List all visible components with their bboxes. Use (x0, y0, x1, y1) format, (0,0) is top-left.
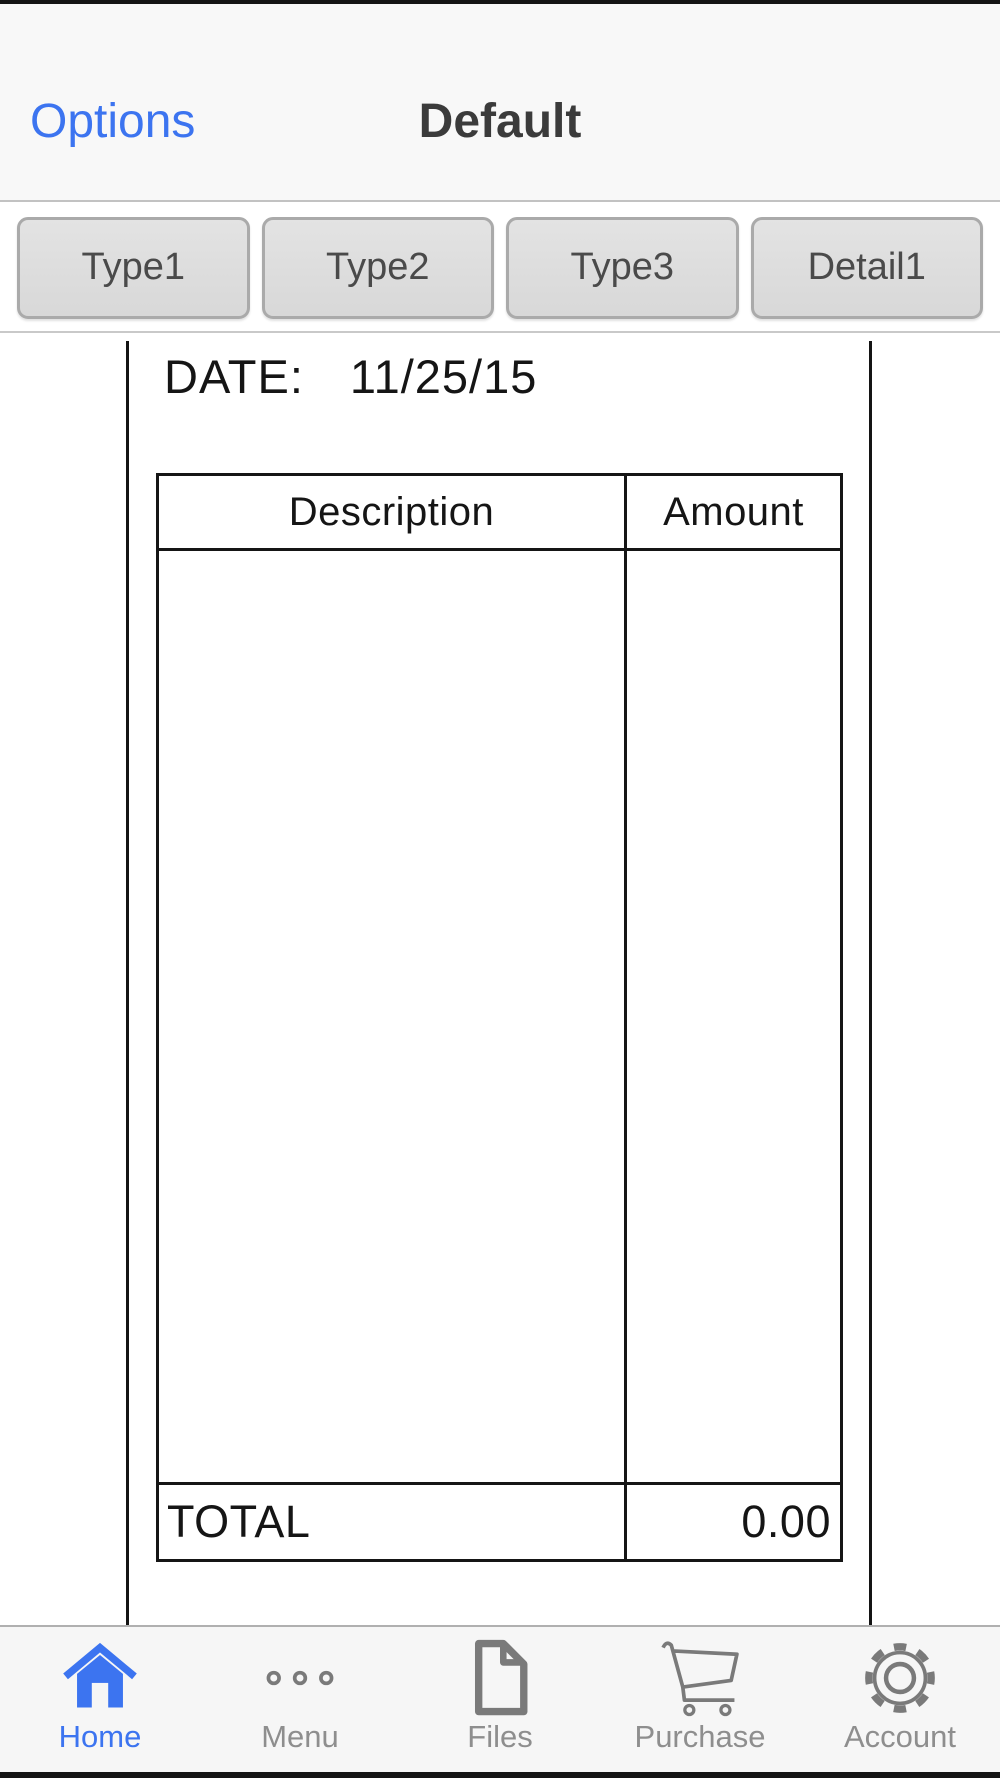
type3-button[interactable]: Type3 (506, 217, 739, 319)
bottom-edge-line (0, 1772, 1000, 1778)
total-label: TOTAL (159, 1485, 627, 1559)
total-row (159, 1482, 840, 1559)
date-label: DATE: (164, 350, 304, 403)
options-button[interactable]: Options (30, 95, 196, 148)
receipt-document (0, 335, 1000, 1625)
tab-label: Home (58, 1719, 142, 1754)
items-table-header (159, 476, 840, 551)
navigation-bar (0, 4, 1000, 202)
tab-account[interactable] (800, 1627, 1000, 1772)
tab-menu[interactable] (200, 1627, 400, 1772)
items-table (156, 473, 843, 1562)
cart-icon (659, 1637, 741, 1719)
tab-files[interactable] (400, 1627, 600, 1772)
tab-bar (0, 1625, 1000, 1772)
tab-label: Purchase (634, 1719, 766, 1754)
date-value: 11/25/15 (349, 350, 538, 403)
detail1-button[interactable]: Detail1 (751, 217, 984, 319)
tab-label: Menu (261, 1719, 339, 1754)
description-cell-empty (159, 551, 627, 1482)
receipt-right-border (869, 341, 872, 1625)
tab-purchase[interactable] (600, 1627, 800, 1772)
tab-home[interactable] (0, 1627, 200, 1772)
tab-label: Account (843, 1719, 956, 1754)
amount-column-header: Amount (663, 489, 804, 534)
description-column-header: Description (159, 476, 627, 548)
type2-button[interactable]: Type2 (262, 217, 495, 319)
file-icon (459, 1637, 541, 1719)
type1-button[interactable]: Type1 (17, 217, 250, 319)
receipt-left-border (126, 341, 129, 1625)
date-row (164, 349, 537, 404)
items-table-body (159, 551, 840, 1482)
amount-cell-empty (627, 551, 840, 1482)
page-title: Default (418, 95, 582, 148)
home-icon (59, 1637, 141, 1719)
ellipsis-icon (259, 1637, 341, 1719)
gear-icon (859, 1637, 941, 1719)
total-amount: 0.00 (741, 1496, 831, 1547)
type-button-bar (0, 204, 1000, 333)
tab-label: Files (467, 1719, 533, 1754)
